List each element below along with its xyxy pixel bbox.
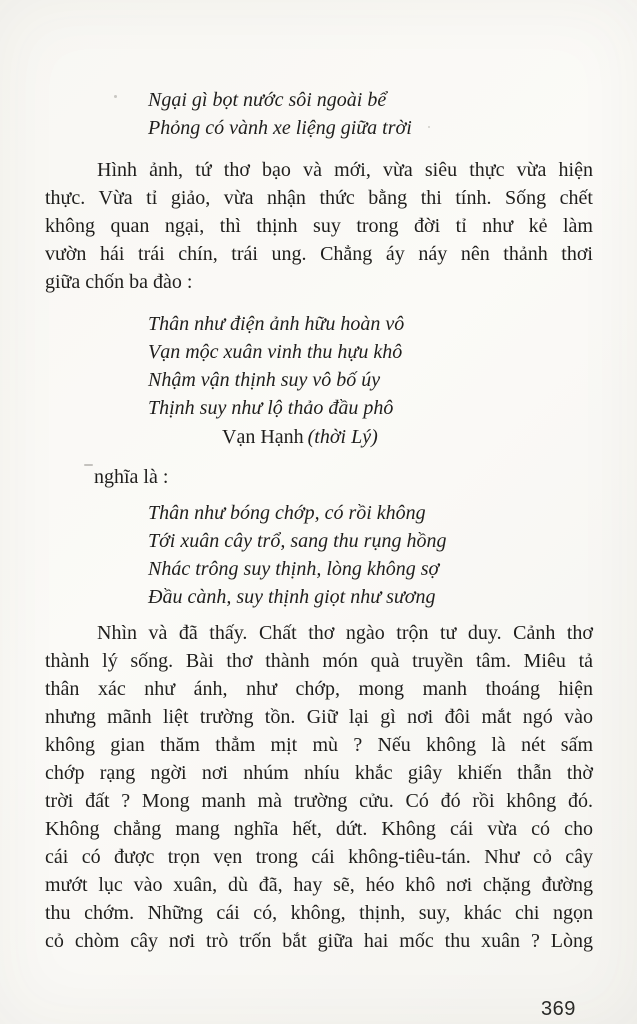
poem-line: Thịnh suy như lộ thảo đầu phô	[148, 397, 394, 419]
poem-line: Thân như bóng chớp, có rồi không	[148, 502, 426, 524]
paragraph-commentary-2	[45, 619, 593, 955]
poem-author-era: (thời Lý)	[307, 426, 378, 448]
text-line: vườn hái trái chín, trái ung. Chẳng áy náy nên thảnh thơi	[45, 243, 593, 265]
poem-attribution	[222, 423, 593, 451]
text-line: Không chẳng mang nghĩa hết, dứt. Không cái vừa có cho	[45, 818, 593, 840]
text-line: cái có được trọn vẹn trong cái không-tiêu-tán. Như cỏ cây	[45, 846, 593, 868]
text-line: thành lý sống. Bài thơ thành món quà truyền tâm. Miêu tả	[45, 650, 593, 672]
text-line: giữa chốn ba đào :	[45, 271, 193, 293]
poem-quote-opening	[148, 86, 593, 142]
poem-van-hanh-translation	[148, 499, 593, 611]
page-number: 369	[541, 998, 576, 1020]
poem-author: Vạn Hạnh	[222, 426, 304, 448]
poem-line: Thân như điện ảnh hữu hoàn vô	[148, 313, 405, 335]
text-line: thu chớm. Những cái có, không, thịnh, suy, khác chi ngọn	[45, 902, 593, 924]
poem-van-hanh-original	[148, 310, 593, 451]
text-line: thực. Vừa tỉ giảo, vừa nhận thức bằng thi tính. Sống chết	[45, 187, 593, 209]
scan-speck	[84, 464, 93, 466]
text-line: Nhìn và đã thấy. Chất thơ ngào trộn tư duy. Cảnh thơ	[97, 622, 593, 644]
poem-line: Đầu cành, suy thịnh giọt như sương	[148, 586, 436, 608]
poem-line: Ngại gì bọt nước sôi ngoài bể	[148, 89, 387, 111]
poem-line: Vạn mộc xuân vinh thu hựu khô	[148, 341, 403, 363]
text-line: thân xác như ánh, như chớp, mong manh thoáng hiện	[45, 678, 593, 700]
poem-line: Tới xuân cây trổ, sang thu rụng hồng	[148, 530, 447, 552]
text-line: trời đất ? Mong manh mà trường cửu. Có đó rồi không đó.	[45, 790, 593, 812]
paragraph-commentary-1	[45, 156, 593, 296]
text-line: mướt lục vào xuân, dù đã, hay sẽ, héo khô nơi chặng đường	[45, 874, 593, 896]
text-line: không gian thăm thẳm mịt mù ? Nếu không là nét sấm	[45, 734, 593, 756]
poem-line: Nhác trông suy thịnh, lòng không sợ	[148, 558, 440, 580]
text-line: chớp rạng ngời nơi nhúm nhíu khắc giây khiến thẫn thờ	[45, 762, 593, 784]
poem-line: Nhậm vận thịnh suy vô bố úy	[148, 369, 381, 391]
text-line: cỏ chòm cây nơi trò trốn bắt giữa hai mốc thu xuân ? Lòng	[45, 930, 593, 952]
scan-speck	[428, 126, 430, 128]
translation-label: nghĩa là :	[94, 466, 169, 488]
text-line: nhưng mãnh liệt trường tồn. Giữ lại gì nơi đôi mắt ngó vào	[45, 706, 593, 728]
text-line: Hình ảnh, tứ thơ bạo và mới, vừa siêu thực vừa hiện	[97, 159, 593, 181]
scan-speck	[114, 95, 117, 98]
text-line: không quan ngại, thì thịnh suy trong đời tỉ như kẻ làm	[45, 215, 593, 237]
poem-line: Phỏng có vành xe liệng giữa trời	[148, 117, 412, 139]
